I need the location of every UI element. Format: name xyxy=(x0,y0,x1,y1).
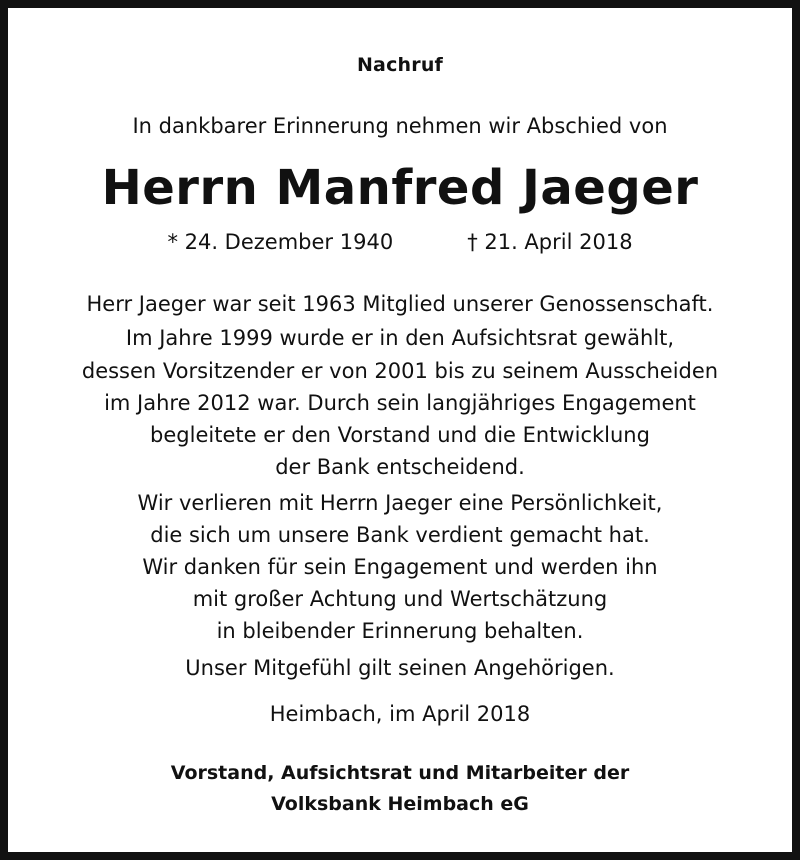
paragraph1-line: begleitete er den Vorstand und die Entwicklung xyxy=(150,423,650,447)
deceased-name: Herrn Manfred Jaeger xyxy=(101,160,699,216)
signature-line: Vorstand, Aufsichtsrat und Mitarbeiter der xyxy=(170,762,630,784)
paragraph1-line: Herr Jaeger war seit 1963 Mitglied unserer Genossenschaft. xyxy=(86,292,714,316)
birth-date: * 24. Dezember 1940 xyxy=(167,230,394,254)
life-dates xyxy=(8,230,792,254)
signature-line: Volksbank Heimbach eG xyxy=(271,793,529,815)
paragraph1-line: im Jahre 2012 war. Durch sein langjähriges Engagement xyxy=(104,391,696,415)
paragraph2-line: die sich um unsere Bank verdient gemacht hat. xyxy=(150,523,650,547)
death-date: † 21. April 2018 xyxy=(467,230,633,254)
notice-header: Nachruf xyxy=(356,54,444,76)
paragraph2-line: in bleibender Erinnerung behalten. xyxy=(216,619,584,643)
place-date: Heimbach, im April 2018 xyxy=(269,702,531,726)
paragraph2-line: Wir danken für sein Engagement und werden ihn xyxy=(142,555,658,579)
sympathy-line: Unser Mitgefühl gilt seinen Angehörigen. xyxy=(185,656,615,680)
paragraph1-line: dessen Vorsitzender er von 2001 bis zu seinem Ausscheiden xyxy=(81,359,719,383)
intro-line: In dankbarer Erinnerung nehmen wir Abschied von xyxy=(132,114,668,138)
paragraph2-line: mit großer Achtung und Wertschätzung xyxy=(192,587,608,611)
paragraph1-line: der Bank entscheidend. xyxy=(275,455,525,479)
paragraph2-line: Wir verlieren mit Herrn Jaeger eine Persönlichkeit, xyxy=(137,491,663,515)
paragraph1-line: Im Jahre 1999 wurde er in den Aufsichtsrat gewählt, xyxy=(125,326,675,350)
